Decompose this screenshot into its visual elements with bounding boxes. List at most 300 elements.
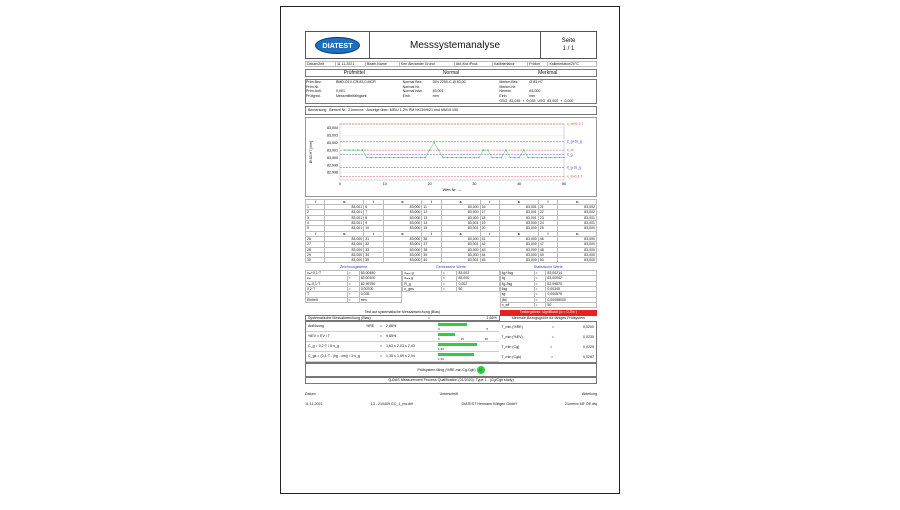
pruefmittel-field-label: Prfm.Nr. xyxy=(306,84,320,89)
stats-statistical-cell: 0,000575 xyxy=(546,292,597,297)
tmin-cell: T_min (%EV) xyxy=(501,334,523,339)
x-tick-label: 10 xyxy=(382,181,387,186)
capability-scale-tick: 0 xyxy=(438,326,440,331)
capability-value: 1,35 ≤ 1,69 ≤ 2,04 xyxy=(386,354,415,359)
reference-label: x̄_g-3s_g xyxy=(567,165,581,170)
stats-statistical-cell: = xyxy=(534,286,546,291)
reference-label: x̄_g xyxy=(567,152,573,157)
stats-measured-cell: 0,002 xyxy=(457,281,499,286)
values-cell: 22 xyxy=(538,210,557,215)
stats-table-drawing xyxy=(305,270,402,303)
values-head-cell: i xyxy=(364,231,383,236)
stats-statistical-cell: |Bi| xyxy=(500,297,534,302)
values-head-cell: xᵢ xyxy=(441,199,480,204)
tmin-cell: 0,0229 xyxy=(582,344,594,349)
values-cell: 83,000 xyxy=(441,215,480,220)
stats-statistical-cell: = xyxy=(534,302,546,307)
reference-label: x̄_g+3s_g xyxy=(567,139,582,144)
tmin-cell: = xyxy=(550,344,553,349)
stats-measured-cell: = xyxy=(441,281,457,286)
merkmal-field-value: mm xyxy=(529,94,536,99)
values-cell: 31 xyxy=(364,236,383,241)
values-cell: 48 xyxy=(538,247,557,252)
values-cell: 83,001 xyxy=(441,258,480,263)
footer-signature-label: Unterschrift xyxy=(439,391,458,396)
footer-datum: 11.11.2021 xyxy=(305,401,323,406)
pruefmittel-field-row xyxy=(306,94,403,99)
data-point xyxy=(402,157,403,158)
stats-drawing-cell: xₘ-0,1·T xyxy=(306,281,348,286)
data-point xyxy=(371,157,372,158)
pruefmittel-field-label: Prüfgrnd. xyxy=(306,94,321,99)
capability-bar-wrap xyxy=(438,342,488,351)
data-point xyxy=(415,157,416,158)
merkmal-tol-osg_l: OSG xyxy=(499,98,508,103)
stats-measured-cell: = xyxy=(441,276,457,281)
stats-drawing-cell: Einheit xyxy=(306,297,348,302)
capability-scale-tick: 1,33 xyxy=(438,356,444,361)
tmin-cell: T_min (Cgk) xyxy=(501,354,522,359)
x-tick-label: 0 xyxy=(339,181,341,186)
x-tick-label: 50 xyxy=(562,181,566,186)
values-cell: 83,000 xyxy=(500,236,539,241)
values-cell: 83,000 xyxy=(383,205,422,210)
values-cell: 44 xyxy=(480,252,499,257)
capability-eq: = xyxy=(380,344,383,349)
values-cell: 38 xyxy=(422,247,441,252)
data-point xyxy=(344,149,345,150)
section-heads xyxy=(305,69,597,77)
normal-field-label: Normal Istw. xyxy=(402,89,423,94)
data-point xyxy=(420,157,421,158)
stats-block xyxy=(305,265,597,308)
qdas-row xyxy=(305,377,597,384)
values-cell: 8 xyxy=(364,215,383,220)
values-cell: 13 xyxy=(422,215,441,220)
stats-measured-cell: n_ges xyxy=(403,286,442,291)
values-cell: 83,000 xyxy=(441,236,480,241)
bias-right xyxy=(500,310,597,321)
values-cell: 3 xyxy=(306,215,325,220)
verdict-text: Prüfsystem fähig (%RE,min.Cg,Cgk) xyxy=(417,368,476,373)
stats-statistical-cell: 83,00214 xyxy=(546,271,597,276)
data-point xyxy=(362,149,363,150)
values-cell: 83,000 xyxy=(500,221,539,226)
values-cell: 26 xyxy=(306,236,325,241)
data-point xyxy=(442,157,443,158)
capability-right xyxy=(499,322,596,362)
stats-col-measured xyxy=(402,265,499,308)
tmin-cell: T_min (%RE) xyxy=(501,324,523,329)
values-cell: 23 xyxy=(538,215,557,220)
values-cell: 83,001 xyxy=(383,242,422,247)
stats-table-statistical xyxy=(500,270,597,308)
capability-bar-wrap xyxy=(438,332,488,341)
stats-statistical-cell: x̄g+3sg xyxy=(500,271,534,276)
values-cell: 83,000 xyxy=(558,236,597,241)
capability-row xyxy=(306,332,499,342)
capability-formula: %RE xyxy=(366,324,375,329)
values-cell: 83,000 xyxy=(558,247,597,252)
merkmal-field-value: Ø 83 H7 xyxy=(529,80,543,85)
data-point xyxy=(433,142,434,143)
values-cell: 83,001 xyxy=(441,242,480,247)
stats-drawing-row xyxy=(306,297,402,302)
values-row xyxy=(306,258,597,263)
stats-statistical-cell: 83,00042 xyxy=(546,276,597,281)
data-point xyxy=(492,157,493,158)
stats-measured-cell: 50 xyxy=(457,286,499,291)
values-cell: 15 xyxy=(422,226,441,231)
bias-value: 1,66% xyxy=(486,315,497,320)
stats-h3: Statistische Werte xyxy=(533,265,563,270)
values-cell: 83,000 xyxy=(558,258,597,263)
values-cell: 83,000 xyxy=(500,242,539,247)
values-cell: 83,000 xyxy=(500,247,539,252)
data-point xyxy=(483,149,484,150)
values-cell: 7 xyxy=(364,210,383,215)
pruefort-label: Prüfort xyxy=(528,62,548,67)
tmin-cell: = xyxy=(551,324,554,329)
data-point xyxy=(447,157,448,158)
capability-scale-tick: 30 xyxy=(484,336,488,341)
values-cell: 47 xyxy=(538,242,557,247)
bias-eq: = xyxy=(427,315,431,320)
values-cell: 83,000 xyxy=(325,236,364,241)
data-point xyxy=(429,149,430,150)
report-title: Messsystemanalyse xyxy=(370,32,541,58)
y-axis-label: Ø 83 H7 [mm] xyxy=(309,140,313,164)
values-head-cell: i xyxy=(364,199,383,204)
values-cell: 2 xyxy=(306,210,325,215)
values-cell: 83,000 xyxy=(383,236,422,241)
values-cell: 40 xyxy=(422,258,441,263)
data-point xyxy=(563,157,564,158)
values-head-cell: xᵢ xyxy=(325,199,364,204)
capability-label: C_gk = (0,1·T - |x̄g - xm|) / 3·s_g xyxy=(308,354,361,359)
footer-dfq-file: 21mmxx MF OE.dfq xyxy=(565,401,597,406)
stats-measured-cell: xₘᵢₙ g xyxy=(403,276,442,281)
stats-statistical-cell: 0,00058000 xyxy=(546,297,597,302)
values-cell: 6 xyxy=(364,205,383,210)
merkmal-tol-usg_l: USG xyxy=(537,98,546,103)
tmin-cell: = xyxy=(551,354,554,359)
values-cell: 83,000 xyxy=(325,258,364,263)
pruefmittel-field-value: BMD-D10-CR-83,0-MCR xyxy=(336,80,376,85)
x-tick-label: 30 xyxy=(472,181,477,186)
normal-field-value: DIN 2250-C-Ø 83,00 xyxy=(432,80,466,85)
pruefmittel-field-label: Prfm.Aufl. xyxy=(306,89,322,94)
values-head-cell: xᵢ xyxy=(500,199,539,204)
tmin-row xyxy=(499,332,596,342)
bias-block xyxy=(305,310,597,321)
data-point xyxy=(541,157,542,158)
bearb-label: Bearb.Name xyxy=(366,62,400,67)
data-point xyxy=(559,157,560,158)
tmin-cell: = xyxy=(551,334,554,339)
data-point xyxy=(389,157,390,158)
stats-statistical-cell: 82,99870 xyxy=(546,281,597,286)
stats-statistical-row xyxy=(500,302,596,307)
merkmal-heading: Merkmal xyxy=(538,70,558,77)
stats-drawing-cell: 82,99750 xyxy=(359,281,402,286)
stats-statistical-cell: = xyxy=(534,292,546,297)
values-cell: 83,000 xyxy=(383,252,422,257)
plot-area xyxy=(340,124,564,180)
values-cell: 49 xyxy=(538,252,557,257)
report-body xyxy=(305,31,597,406)
data-point xyxy=(554,157,555,158)
stats-drawing-cell: 0,00700 xyxy=(359,286,402,291)
values-head-cell: i xyxy=(306,199,325,204)
values-cell: 83,000 xyxy=(383,215,422,220)
merkmal-field-label: Merkm.Bez. xyxy=(499,80,519,85)
page-indicator xyxy=(541,32,596,58)
data-point xyxy=(487,149,488,150)
data-point xyxy=(505,149,506,150)
data-point xyxy=(357,149,358,150)
pruefort-value: Kalibrierlabor/20°C xyxy=(548,62,597,67)
data-point xyxy=(348,149,349,150)
tmin-row xyxy=(499,322,596,332)
data-point xyxy=(514,157,515,158)
capability-label: Auflösung xyxy=(308,324,324,329)
bearb-value: Krm Alexander Grund xyxy=(399,62,454,67)
values-cell: 33 xyxy=(364,247,383,252)
merkmal-field-label: Einh. xyxy=(499,94,508,99)
capability-scale xyxy=(438,357,488,362)
values-cell: 29 xyxy=(306,252,325,257)
capability-row xyxy=(306,352,499,362)
footer-def-file: 13 - 210409 GC_1_ms.def xyxy=(370,401,414,406)
reference-label: x_m+0,1·T xyxy=(567,121,584,126)
stats-measured-cell: 83,002 xyxy=(457,271,499,276)
bemerkung-label: Bemerkung xyxy=(308,108,327,113)
values-cell: 27 xyxy=(306,242,325,247)
stats-measured-cell: R_g xyxy=(403,281,442,286)
tmin-cell: 0,0200 xyxy=(582,324,594,329)
stats-drawing-cell: = xyxy=(347,276,359,281)
data-point xyxy=(393,157,394,158)
values-cell: 34 xyxy=(364,252,383,257)
values-cell: 20 xyxy=(480,226,499,231)
data-point xyxy=(532,157,533,158)
values-cell: 5 xyxy=(306,226,325,231)
values-cell: 43 xyxy=(480,247,499,252)
data-point xyxy=(460,157,461,158)
values-cell: 83,000 xyxy=(441,210,480,215)
values-head-cell: xᵢ xyxy=(558,231,597,236)
y-tick-label: 83,001 xyxy=(327,148,338,153)
values-head-cell: xᵢ xyxy=(558,199,597,204)
y-tick-label: 83,003 xyxy=(327,133,338,138)
values-cell: 19 xyxy=(480,221,499,226)
capability-value: 1,63 ≤ 2,03 ≤ 2,43 xyxy=(386,344,415,349)
pruefmittel-field-value: 0,001 xyxy=(336,89,345,94)
stats-drawing-cell: xₘ+0,1·T xyxy=(306,271,348,276)
stats-statistical-cell: 50 xyxy=(546,302,597,307)
capability-label: %EV = EV / T xyxy=(308,334,331,339)
values-cell: 35 xyxy=(364,258,383,263)
values-cell: 83,000 xyxy=(558,252,597,257)
data-point xyxy=(398,157,399,158)
capability-eq: = xyxy=(380,324,383,329)
y-tick-label: 83,000 xyxy=(327,155,338,160)
values-cell: 83,000 xyxy=(441,252,480,257)
values-cell: 18 xyxy=(480,215,499,220)
report-page xyxy=(280,6,620,494)
values-cell: 83,001 xyxy=(500,205,539,210)
values-head-cell: xᵢ xyxy=(383,231,422,236)
values-cell: 12 xyxy=(422,210,441,215)
normal-field-value: 83,001 xyxy=(432,89,444,94)
data-point xyxy=(501,157,502,158)
values-head-cell: i xyxy=(538,231,557,236)
values-head-cell: i xyxy=(480,199,499,204)
merkmal-tol-t2v: 0,000 xyxy=(564,98,574,103)
footer-department-label: Abteilung xyxy=(582,391,597,396)
y-tick-label: 83,002 xyxy=(327,140,338,145)
normal-field-value: mm xyxy=(432,94,439,99)
bias-title: Test auf systematische Messabweichung (Bias) xyxy=(364,310,441,315)
values-cell: 83,000 xyxy=(383,226,422,231)
values-head-cell: xᵢ xyxy=(500,231,539,236)
capability-scale xyxy=(438,327,488,332)
tmin-row xyxy=(499,352,596,362)
abt-value: Kalibrierlabor xyxy=(492,62,527,67)
values-cell: 83,000 xyxy=(500,258,539,263)
values-cell: 83,000 xyxy=(325,242,364,247)
stats-measured-cell: xₘₐₓ g xyxy=(403,271,442,276)
capability-bar xyxy=(438,333,455,336)
values-head-cell: xᵢ xyxy=(325,231,364,236)
values-table xyxy=(305,199,597,264)
values-cell: 28 xyxy=(306,247,325,252)
tmin-cell: T_min (Cg) xyxy=(501,344,520,349)
stats-statistical-cell: 0,00345 xyxy=(546,286,597,291)
values-cell: 83,001 xyxy=(325,210,364,215)
capability-bar xyxy=(438,353,474,356)
values-cell: 11 xyxy=(422,205,441,210)
capability-value: 9,85% xyxy=(386,334,397,339)
data-point xyxy=(478,157,479,158)
values-cell: 83,000 xyxy=(558,242,597,247)
bias-flag: Testergebnis: signifikant (α = 0,3% ) xyxy=(500,310,597,316)
values-cell: 83,001 xyxy=(500,210,539,215)
values-cell: 83,001 xyxy=(325,215,364,220)
values-cell: 83,000 xyxy=(441,205,480,210)
stats-statistical-cell: x̄g xyxy=(500,276,534,281)
bias-left xyxy=(305,310,500,321)
values-cell: 83,001 xyxy=(325,221,364,226)
values-cell: 36 xyxy=(422,236,441,241)
values-cell: 9 xyxy=(364,221,383,226)
values-cell: 39 xyxy=(422,252,441,257)
data-point xyxy=(384,157,385,158)
capability-bar-wrap xyxy=(438,322,488,331)
value-chart-svg xyxy=(306,118,596,196)
values-cell: 32 xyxy=(364,242,383,247)
datum-label: Datum/Zeit xyxy=(306,62,336,67)
capability-scale-tick: 5 xyxy=(486,326,488,331)
data-point xyxy=(353,149,354,150)
values-cell: 83,000 xyxy=(558,226,597,231)
bemerkung-text: Bericht Nr.: 21mmxxx · Anzeige über: MEIU 1,2% PM Nr13/09/21 und MM10.150 xyxy=(329,108,459,113)
bias-label: Systematische Messabweichung (Bias): xyxy=(308,315,372,320)
merkmal-tol-t1v: 0,035 xyxy=(526,98,536,103)
capability-scale xyxy=(438,337,488,342)
footer-values xyxy=(305,402,597,406)
stats-measured-cell: = xyxy=(441,271,457,276)
details-block xyxy=(305,79,597,104)
values-cell: 83,001 xyxy=(325,226,364,231)
values-cell: 16 xyxy=(480,205,499,210)
stats-measured-cell: = xyxy=(441,286,457,291)
page-label: Seite xyxy=(561,38,576,44)
stats-statistical-cell: = xyxy=(534,297,546,302)
values-cell: 83,000 xyxy=(325,247,364,252)
tmin-row xyxy=(499,342,596,352)
stats-statistical-cell: x̄g-3sg xyxy=(500,281,534,286)
tmin-cell: 0,0287 xyxy=(583,354,594,359)
capability-eq: = xyxy=(380,354,383,359)
reference-label: x_m xyxy=(567,147,574,152)
data-point xyxy=(375,157,376,158)
stats-col-drawing xyxy=(305,265,402,308)
capability-value: 2,86% xyxy=(386,324,397,329)
values-head-cell: i xyxy=(422,231,441,236)
values-cell: 45 xyxy=(480,258,499,263)
stats-drawing-cell: xₘ xyxy=(306,276,348,281)
stats-h1: Zeichnungswerte xyxy=(339,265,368,270)
values-cell: 37 xyxy=(422,242,441,247)
merkmal-tol-usg: 83,000 xyxy=(547,98,559,103)
smiley-icon: ☺ xyxy=(478,367,484,374)
stats-drawing-cell: 83,00450 xyxy=(359,271,402,276)
capability-eq: = xyxy=(380,334,383,339)
capability-rows xyxy=(306,322,499,362)
footer-datum-label: Datum xyxy=(305,391,316,396)
capability-label: C_g = 0,2·T / 6·s_g xyxy=(308,344,339,349)
values-cell: 83,000 xyxy=(383,247,422,252)
capability-scale-tick: 0 xyxy=(438,336,440,341)
values-cell: 83,001 xyxy=(441,221,480,226)
stats-statistical-cell: = xyxy=(534,276,546,281)
diatest-logo: DIATEST xyxy=(315,37,359,54)
values-cell: 46 xyxy=(538,236,557,241)
values-cell: 41 xyxy=(480,236,499,241)
values-head-cell: i xyxy=(480,231,499,236)
meta-table xyxy=(305,61,597,67)
data-point xyxy=(474,157,475,158)
capability-bar-wrap xyxy=(438,352,488,361)
values-cell: 83,001 xyxy=(441,226,480,231)
stats-statistical-cell: = xyxy=(534,271,546,276)
datum-value: 11.11.2021 xyxy=(336,62,366,67)
cap-right-title: Minimale Bezugsgröße für fähiges Prüfsystem xyxy=(511,316,586,321)
data-point xyxy=(510,157,511,158)
data-point xyxy=(536,157,537,158)
values-cell: 83,000 xyxy=(500,226,539,231)
x-axis-label: Wert Nr. → xyxy=(442,187,462,192)
tmin-cell: 0,0230 xyxy=(583,334,594,339)
capability-bar xyxy=(438,323,467,326)
stats-drawing-cell: = xyxy=(347,271,359,276)
merkmal-tolerance xyxy=(499,99,596,104)
values-cell: 50 xyxy=(538,258,557,263)
stats-table-measured xyxy=(402,270,499,292)
normal-field-row xyxy=(403,94,500,99)
